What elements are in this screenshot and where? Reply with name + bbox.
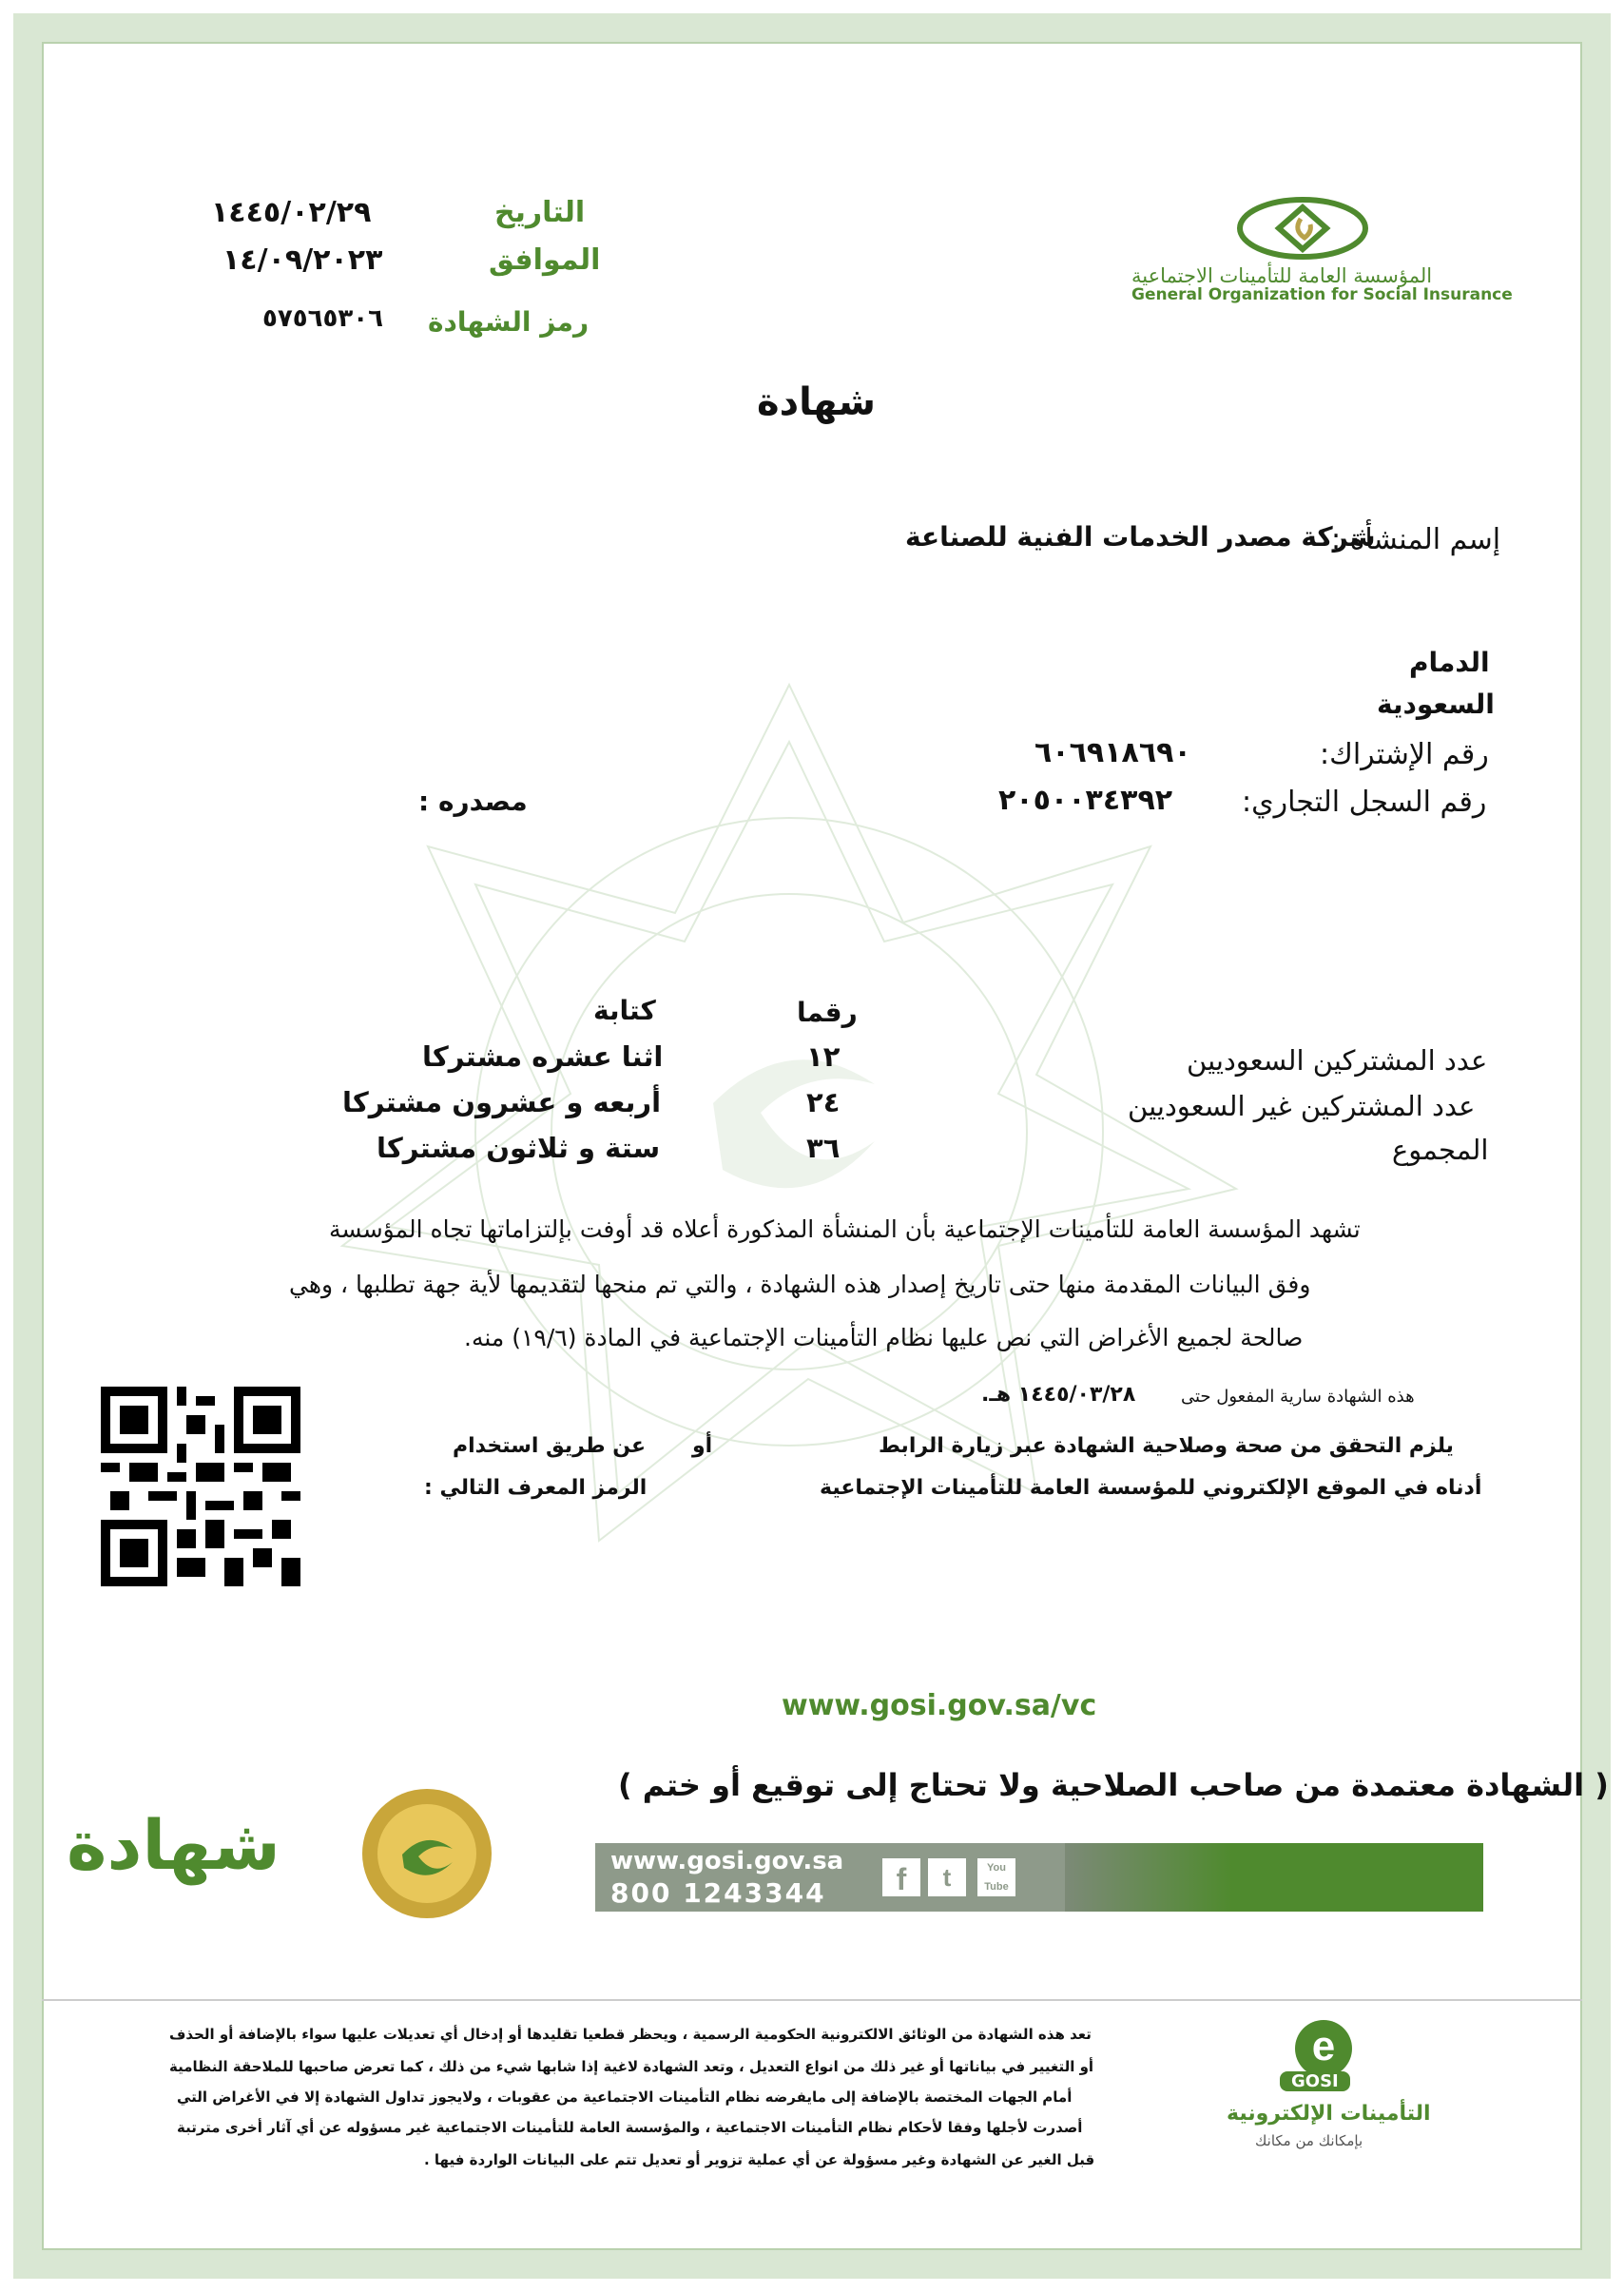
shahada-logo-text: شهادة: [67, 1805, 280, 1885]
greg-value: ١٤/٠٩/٢٠٢٣: [222, 243, 383, 277]
row-total-num: ٣٦: [806, 1132, 841, 1164]
gosi-logo: [1227, 190, 1379, 266]
shahada-seal-icon: [359, 1786, 494, 1921]
commercial-register-value: ٢٠٥٠٠٣٤٣٩٢: [998, 784, 1173, 817]
org-name-ar: المؤسسة العامة للتأمينات الاجتماعية: [1131, 264, 1433, 287]
certificate-code-label: رمز الشهادة: [428, 306, 590, 338]
row-saudi-label: عدد المشتركين السعوديين: [1187, 1044, 1488, 1077]
establishment-city: الدمام: [1409, 647, 1490, 678]
org-name-en: General Organization for Social Insurance: [1131, 285, 1513, 304]
youtube-icon[interactable]: [977, 1858, 1015, 1896]
date-label: التاريخ: [494, 196, 586, 229]
validity-date: ١٤٤٥/٠٣/٢٨ هـ.: [981, 1383, 1136, 1407]
youtube-label: You Tube: [984, 1862, 1009, 1893]
statement-line-1: تشهد المؤسسة العامة للتأمينات الإجتماعية بأن المنشأة المذكورة أعلاه قد أوفت بإلتزاماتها تجاه المؤسسة: [329, 1215, 1361, 1243]
commercial-register-label: رقم السجل التجاري:: [1242, 786, 1487, 819]
eservices-badge: GOSI: [1280, 2071, 1350, 2091]
qr-code[interactable]: [101, 1387, 300, 1586]
banner-phone: 800 1243344: [610, 1877, 826, 1909]
validity-prefix: هذه الشهادة سارية المفعول حتى: [1181, 1387, 1415, 1407]
establishment-name-value: شركة مصدر الخدمات الفنية للصناعة: [905, 521, 1376, 553]
row-saudi-num: ١٢: [806, 1040, 841, 1073]
row-nonsaudi-label: عدد المشتركين غير السعوديين: [1128, 1090, 1476, 1122]
establishment-name-label: إسم المنشأة :: [1331, 523, 1501, 556]
col-text-header: كتابة: [593, 995, 656, 1026]
row-saudi-text: اثنا عشره مشتركا: [422, 1040, 664, 1073]
eservices-logo: e: [1295, 2020, 1352, 2077]
eservices-title: التأمينات الإلكترونية: [1227, 2102, 1431, 2126]
certificate-code-value: ٥٧٥٦٥٣٠٦: [262, 304, 383, 333]
verify-line-2-right: أدناه في الموقع الإلكتروني للمؤسسة العامة للتأمينات الإجتماعية: [820, 1476, 1482, 1500]
statement-line-3: صالحة لجميع الأغراض التي نص عليها نظام التأمينات الإجتماعية في المادة (١٩/٦) منه.: [464, 1324, 1304, 1351]
row-nonsaudi-num: ٢٤: [806, 1086, 841, 1118]
footer-divider: [42, 1999, 1582, 2001]
subscription-label: رقم الإشتراك:: [1320, 738, 1489, 771]
subscription-value: ٦٠٦٩١٨٦٩٠: [1034, 736, 1191, 769]
disclaimer-line-5: قبل الغير عن الشهادة وغير مسؤولة عن أي عملية تزوير أو تعديل تتم على البيانات الواردة فيها .: [424, 2151, 1095, 2168]
greg-label: الموافق: [489, 243, 601, 277]
page-title: شهادة: [757, 380, 876, 424]
facebook-icon[interactable]: f: [882, 1858, 920, 1896]
source-label: مصدره :: [418, 786, 528, 817]
contact-banner: [595, 1843, 1483, 1912]
twitter-icon[interactable]: t: [928, 1858, 966, 1896]
date-value: ١٤٤٥/٠٢/٢٩: [211, 196, 372, 229]
verify-or: أو: [692, 1434, 713, 1458]
verification-url[interactable]: www.gosi.gov.sa/vc: [782, 1689, 1097, 1722]
verify-line-1-left: عن طريق استخدام: [453, 1434, 647, 1458]
disclaimer-line-3: أمام الجهات المختصة بالإضافة إلى مايفرضه نظام التأمينات الاجتماعية من عقوبات ، ولايجوز تداول الشهادة إلا في الأغراض التي: [177, 2088, 1073, 2106]
row-nonsaudi-text: أربعه و عشرون مشتركا: [342, 1086, 662, 1118]
approved-note: ( الشهادة معتمدة من صاحب الصلاحية ولا تحتاج إلى توقيع أو ختم ): [618, 1767, 1609, 1803]
verify-line-1-right: يلزم التحقق من صحة وصلاحية الشهادة عبر زيارة الرابط: [879, 1434, 1454, 1458]
eservices-tagline: بإمكانك من مكانك: [1255, 2132, 1363, 2149]
verify-line-2-left: الرمز المعرف التالي :: [424, 1476, 648, 1500]
disclaimer-line-4: أصدرت لأجلها وفقا لأحكام نظام التأمينات الاجتماعية ، والمؤسسة العامة للتأمينات الاجتماعية غير مسؤوله عن أي آثار أخرى مترتبة: [177, 2119, 1083, 2136]
row-total-text: ستة و ثلاثون مشتركا: [377, 1132, 661, 1164]
col-numeric-header: رقما: [797, 997, 858, 1028]
disclaimer-line-1: تعد هذه الشهادة من الوثائق الالكترونية الحكومية الرسمية ، ويحظر قطعيا تقليدها أو إدخال أي تعديلات عليها سواء بالإضافة أو الحذف: [169, 2026, 1092, 2043]
banner-site[interactable]: www.gosi.gov.sa: [610, 1847, 844, 1875]
establishment-country: السعودية: [1377, 689, 1495, 720]
disclaimer-line-2: أو التغيير في بياناتها أو غير ذلك من انواع التعديل ، وتعد الشهادة لاغية إذا شابها شيء من ذلك ، كما تعرض صاحبها للملاحقة النظامية: [169, 2058, 1094, 2075]
statement-line-2: وفق البيانات المقدمة منها حتى تاريخ إصدار هذه الشهادة ، والتي تم منحها لتقديمها لأية جهة تطلبها ، وهي: [289, 1271, 1311, 1298]
row-total-label: المجموع: [1392, 1134, 1489, 1166]
